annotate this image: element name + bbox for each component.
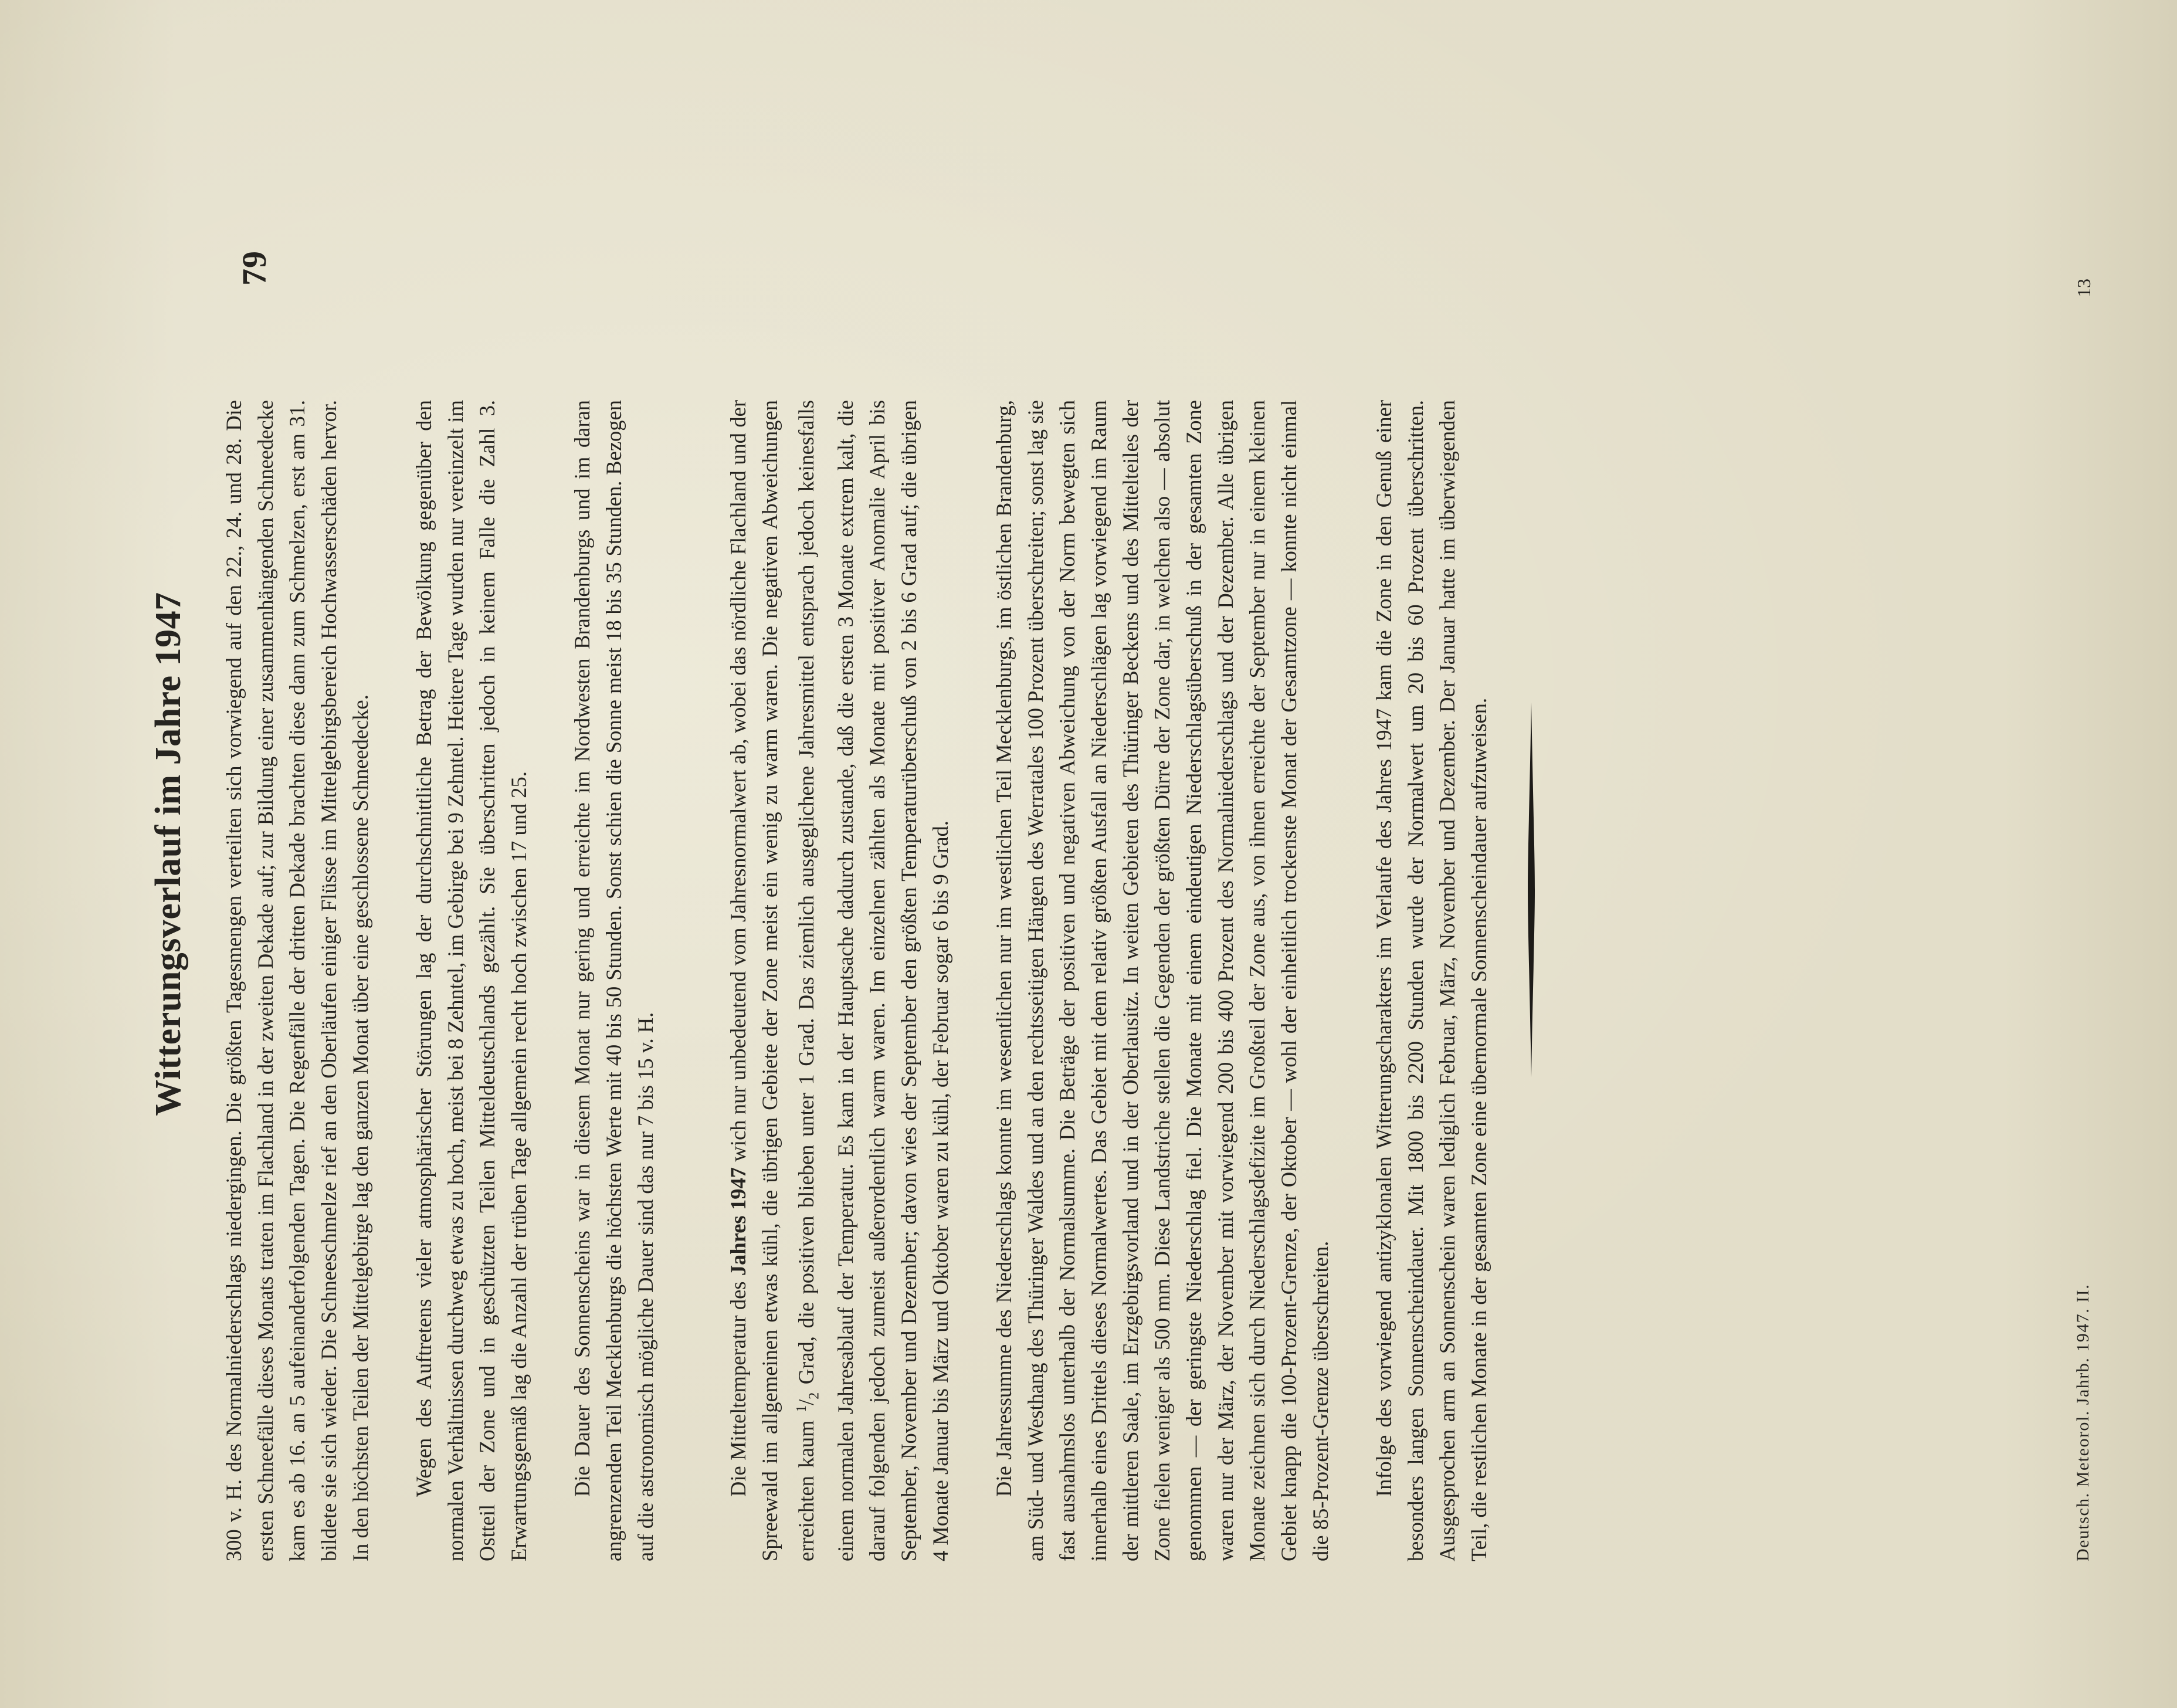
paragraph-annual-precipitation: Die Jahressumme des Niederschlags konnte im wesentlichen nur im westlichen Teil Mecklenburgs, im östlichen Brandenburg, am Süd- und Westhang des Thüringer Waldes und an den rechtsseitigen Hängen des Werratales 100 Prozent überschreiten; sonst lag sie fast ausnahmslos unterhalb der Normalsumme. Die Beträge der positiven und negativen Abweichung von der Norm bewegten sich innerhalb eines Drittels dieses Normalwertes. Das Gebiet mit dem relativ größten Ausfall an Niederschlägen lag vorwiegend im Raum der mittleren Saale, im Erzgebirgsvorland und in der Oberlausitz. In weiten Gebieten des Thüringer Beckens und des Mittelteiles der Zone fielen weniger als 500 mm. Diese Landstriche stellen die Gegenden der größten Dürre der Zone dar, in welchen also — absolut genommen — der geringste Niederschlag fiel. Die Monate mit einem eindeutigen Niederschlagsüberschuß in der gesamten Zone waren nur der März, der November mit vorwiegend 200 bis 400 Prozent des Normalniederschlags und der Dezember. Alle übrigen Monate zeichnen sich durch Niederschlagsdefizite im Großteil der Zone aus, von ihnen erreichte der September nur in einem kleinen Gebiet knapp die 100-Prozent-Grenze, der Oktober — wohl der einheitlich trockenste Monat der Gesamtzone — konnte nicht einmal die 85-Prozent-Grenze überschreiten. xyxy=(992,400,1333,1561)
sheet-number: 13 xyxy=(2073,279,2094,297)
paragraph-cloudiness: Wegen des Auftretens vieler atmosphärischer Störungen lag der durchschnittliche Betrag der Bewölkung gegenüber den normalen Verhältnissen durchweg etwas zu hoch, meist bei 8 Zehntel, im Gebirge bei 9 Zehntel. Heitere Tage wurden nur vereinzelt im Ostteil der Zone und in geschützten Teilen Mitteldeutschlands gezählt. Sie überschritten jedoch in keinem Falle die Zahl 3. Erwartungsgemäß lag die Anzahl der trüben Tage allgemein recht hoch zwischen 17 und 25. xyxy=(412,400,531,1561)
body-text xyxy=(218,400,1495,1561)
journal-citation: Deutsch. Meteorol. Jahrb. 1947. II. xyxy=(2073,1283,2093,1561)
page-title: Witterungsverlauf im Jahre 1947 xyxy=(148,592,188,1116)
paragraph-text: wich nur unbedeutend vom Jahresnormalwert ab, wobei das nördliche Flachland und der Spreewald im allgemeinen etwas kühl, die übrigen Gebiete der Zone meist ein wenig zu warm waren. Die negativen Abweichungen erreichten kaum xyxy=(726,400,819,1561)
fraction-numerator: 1 xyxy=(794,1405,809,1412)
page-number: 79 xyxy=(235,250,273,286)
paragraph-sunshine: Die Dauer des Sonnenscheins war in diesem Monat nur gering und erreichte im Nordwesten Brandenburgs und im daran angrenzenden Teil Mecklenburgs die höchsten Werte mit 40 bis 50 Stunden. Sonst schien die Sonne meist 18 bis 35 Stunden. Bezogen auf die astronomisch mögliche Dauer sind das nur 7 bis 15 v. H. xyxy=(570,400,657,1561)
paragraph-annual-sunshine: Infolge des vorwiegend antizyklonalen Witterungscharakters im Verlaufe des Jahres 1947 kam die Zone in den Genuß einer besonders langen Sonnenscheindauer. Mit 1800 bis 2200 Stunden wurde der Normalwert um 20 bis 60 Prozent überschritten. Ausgesprochen arm an Sonnenschein waren lediglich Februar, März, November und Dezember. Der Januar hatte im überwiegenden Teil, die restlichen Monate in der gesamten Zone eine übernormale Sonnenscheindauer aufzuweisen. xyxy=(1372,400,1491,1561)
paragraph-annual-temperature: Die Mitteltemperatur des Jahres 1947 wich nur unbedeutend vom Jahresnormalwert ab, wobei das nördliche Flachland und der Spreewald im allgemeinen etwas kühl, die übrigen Gebiete der Zone meist ein wenig zu warm waren. Die negativen Abweichungen erreichten kaum $^1/_2$ Grad, die positiven blieben unter 1 Grad. Das ziemlich ausgeglichene Jahresmittel entsprach jedoch keinesfalls einem normalen Jahresablauf der Temperatur. Es kam in der Hauptsache dadurch zustande, daß die ersten 3 Monate extrem kalt, die darauf folgenden jedoch zumeist außerordentlich warm waren. Im einzelnen zählten als Monate mit positiver Anomalie April bis September, November und Dezember; davon wies der September den größten Temperaturüberschuß von 2 bis 6 Grad auf; die übrigen 4 Monate Januar bis März und Oktober waren zu kühl, der Februar sogar 6 bis 9 Grad. xyxy=(726,399,953,1561)
paragraph-text: Grad, die positiven blieben unter 1 Grad. Das ziemlich ausgeglichene Jahresmittel entsprach jedoch keinesfalls einem normalen Jahresablauf der Temperatur. Es kam in der Hauptsache dadurch zustande, daß die ersten 3 Monate extrem kalt, die darauf folgenden jedoch zumeist außerordentlich warm waren. Im einzelnen zählten als Monate mit positiver Anomalie April bis September, November und Dezember; davon wies der September den größten Temperaturüberschuß von 2 bis 6 Grad auf; die übrigen 4 Monate Januar bis März und Oktober waren zu kühl, der Februar sogar 6 bis 9 Grad. xyxy=(794,399,953,1561)
paragraph-text: Die Mitteltemperatur des xyxy=(726,1276,750,1497)
fraction-denominator: 2 xyxy=(806,1392,822,1399)
bold-term: Jahres 1947 xyxy=(726,1167,750,1276)
paragraph-continued: 300 v. H. des Normalniederschlags niedergingen. Die größten Tagesmengen verteilten sich vorwiegend auf den 22., 24. und 28. Die ersten Schneefälle dieses Monats traten im Flachland in der zweiten Dekade auf; zur Bildung einer zusammenhängenden Schneedecke kam es ab 16. an 5 aufeinanderfolgenden Tagen. Die Regenfälle der dritten Dekade brachten diese dann zum Schmelzen, erst am 31. bildete sie sich wieder. Die Schneeschmelze rief an den Oberläufen einiger Flüsse im Mittelgebirgsbereich Hochwasserschäden hervor. In den höchsten Teilen der Mittelgebirge lag den ganzen Monat über eine geschlossene Schneedecke. xyxy=(222,400,372,1561)
divider-ornament xyxy=(1528,702,1535,1077)
